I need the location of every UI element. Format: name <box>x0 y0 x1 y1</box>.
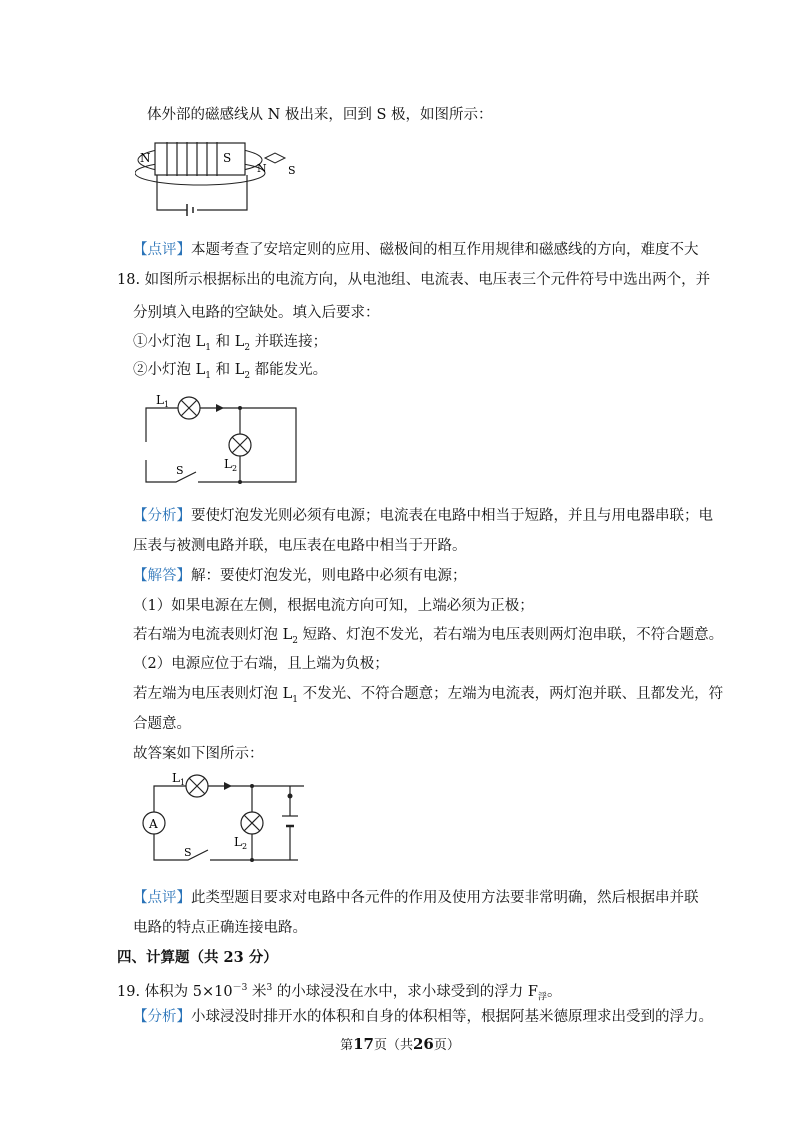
page-footer: 第17页（共26页） <box>340 1035 460 1053</box>
answer-line7: 故答案如下图所示： <box>133 746 264 762</box>
answer-line3: 若右端为电流表则灯泡 $L_2$ 短路、灯泡不发光，若右端为电压表则两灯泡串联，不符合题意。 <box>133 627 724 646</box>
l2-label: $L_2$ <box>234 835 248 851</box>
comment-tag: 【点评】 <box>133 242 191 258</box>
needle-s-label: S <box>288 164 296 177</box>
n-pole-label: N <box>140 151 151 165</box>
current-page: 17 <box>353 1035 374 1053</box>
comment-tag: 【点评】 <box>133 890 191 906</box>
requirement-2: ②小灯泡 $L_1$ 和 $L_2$ 都能发光。 <box>133 362 328 381</box>
analysis-tag: 【分析】 <box>133 508 191 524</box>
l1-label: $L_1$ <box>156 393 170 409</box>
answer-line4: （2）电源应位于右端，且上端为负极； <box>133 656 389 672</box>
section-heading: 四、计算题（共 23 分） <box>117 949 278 966</box>
solenoid-figure <box>135 128 315 218</box>
comment-text: 本题考查了安培定则的应用、磁极间的相互作用规律和磁感线的方向，难度不大 <box>191 242 699 258</box>
question-19: 19. 体积为 $5\times 10^{-3}$ 米$^3$ 的小球浸没在水中，求小球受到的浮力 $F_浮$。 <box>117 983 562 1003</box>
analysis-2: 【分析】小球浸没时排开水的体积和自身的体积相等，根据阿基米德原理求出受到的浮力。 <box>133 1009 713 1025</box>
l2-label: $L_2$ <box>224 457 238 473</box>
ammeter-label: A <box>149 817 158 831</box>
analysis-line1: 【分析】要使灯泡发光则必须有电源；电流表在电路中相当于短路，并且与用电器串联；电 <box>133 508 713 524</box>
analysis-tag: 【分析】 <box>133 1009 191 1025</box>
switch-label: S <box>184 846 192 859</box>
question-18-line1 <box>117 270 710 290</box>
answer-line5: 若左端为电压表则灯泡 $L_1$ 不发光、不符合题意；左端为电流表，两灯泡并联、且都发光，符 <box>133 686 724 705</box>
analysis-line2: 压表与被测电路并联，电压表在电路中相当于开路。 <box>133 538 467 554</box>
question-text: 如图所示根据标出的电流方向，从电池组、电流表、电压表三个元件符号中选出两个，并 <box>144 272 711 288</box>
comment-1 <box>133 240 699 260</box>
question-number: 18. <box>117 272 141 288</box>
needle-n-label: N <box>257 162 267 175</box>
question-18-line2: 分别填入电路的空缺处。填入后要求： <box>133 305 380 321</box>
total-pages: 26 <box>413 1035 434 1053</box>
circuit-figure-question <box>138 390 298 490</box>
intro-text: 体外部的磁感线从 N 极出来，回到 S 极，如图所示： <box>147 107 493 123</box>
answer-line1: 【解答】解：要使灯泡发光，则电路中必须有电源； <box>133 568 467 584</box>
comment-2-line2: 电路的特点正确连接电路。 <box>133 920 307 936</box>
answer-tag: 【解答】 <box>133 568 191 584</box>
circuit-figure-answer <box>138 770 308 870</box>
s-pole-label: S <box>223 151 232 165</box>
answer-line6: 合题意。 <box>133 716 191 732</box>
comment-2-line1: 【点评】此类型题目要求对电路中各元件的作用及使用方法要非常明确，然后根据串并联 <box>133 890 699 906</box>
answer-line2: （1）如果电源在左侧，根据电流方向可知，上端必须为正极； <box>133 598 534 614</box>
requirement-1: ①小灯泡 $L_1$ 和 $L_2$ 并联连接； <box>133 334 328 353</box>
switch-label: S <box>176 464 184 477</box>
l1-label: $L_1$ <box>172 771 186 787</box>
